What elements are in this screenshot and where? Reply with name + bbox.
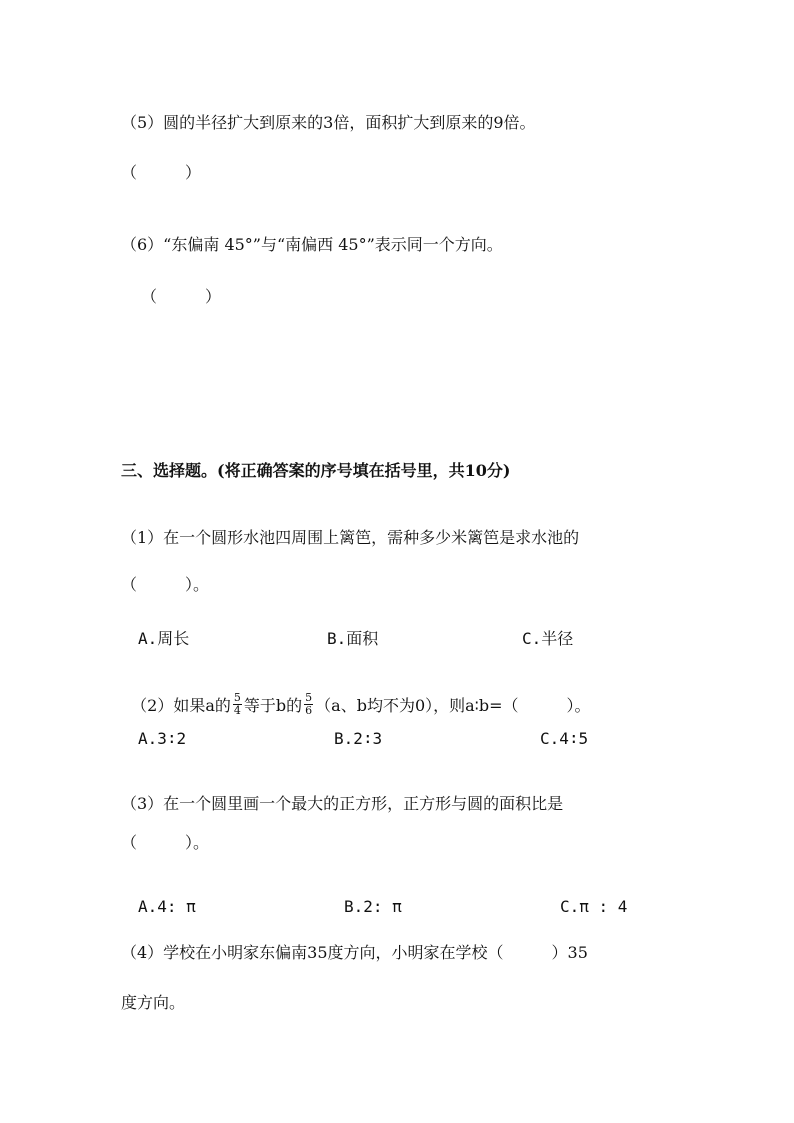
section-3-heading: 三、选择题。(将正确答案的序号填在括号里，共10分)	[121, 461, 511, 480]
question-5-answer-blank: （ ）	[121, 163, 202, 182]
fraction-2-numerator: 5	[305, 691, 313, 704]
fraction-1-denominator: 4	[233, 704, 241, 717]
question-3-1-option-a: A.周长	[138, 629, 190, 648]
question-3-2-suffix: （a、b均不为0），则a∶b=（ ）。	[315, 696, 591, 715]
question-3-2-line	[121, 672, 590, 719]
fraction-five-sixths	[304, 692, 313, 717]
question-3-2-middle: 等于b的	[243, 696, 303, 715]
question-3-2-prefix: （2）如果a的	[131, 696, 231, 715]
question-3-1-option-c: C.半径	[522, 629, 574, 648]
question-5-statement: （5）圆的半径扩大到原来的3倍，面积扩大到原来的9倍。	[121, 113, 536, 132]
question-3-1-line1: （1）在一个圆形水池四周围上篱笆，需种多少米篱笆是求水池的	[121, 528, 580, 547]
question-3-3-option-b: B.2: π	[344, 897, 402, 916]
fraction-1-numerator: 5	[233, 691, 241, 704]
question-3-2-option-b: B.2∶3	[334, 729, 383, 748]
question-6-statement: （6）“东偏南 45°”与“南偏西 45°”表示同一个方向。	[121, 235, 503, 254]
question-3-2-option-c: C.4∶5	[540, 729, 589, 748]
fraction-2-denominator: 6	[305, 704, 313, 717]
fraction-five-fourths	[233, 692, 242, 717]
question-6-answer-blank: （ ）	[141, 287, 222, 306]
question-3-2-option-a: A.3∶2	[138, 729, 187, 748]
question-3-4-line1: （4）学校在小明家东偏南35度方向，小明家在学校（ ）35	[121, 943, 588, 962]
question-3-1-line2: （ ）。	[121, 575, 210, 594]
question-3-3-line2: （ ）。	[121, 833, 210, 852]
question-3-3-line1: （3）在一个圆里画一个最大的正方形，正方形与圆的面积比是	[121, 794, 564, 813]
question-3-3-option-a: A.4: π	[138, 897, 196, 916]
question-3-1-option-b: B.面积	[327, 629, 379, 648]
question-3-3-option-c: C.π : 4	[560, 897, 628, 916]
question-3-4-line2: 度方向。	[121, 993, 186, 1012]
